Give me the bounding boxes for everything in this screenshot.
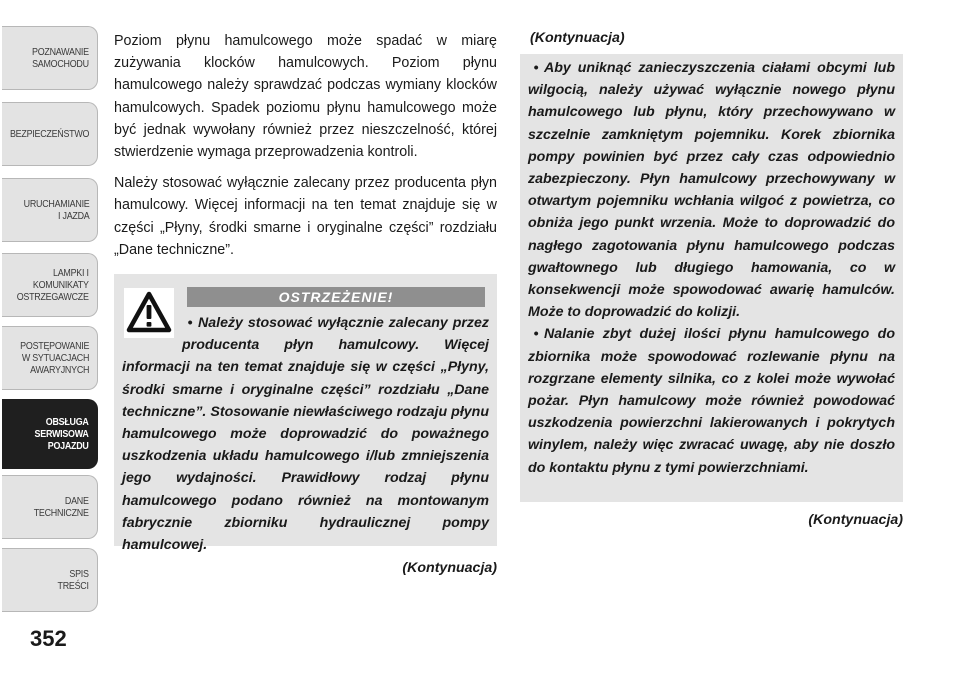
tab-obsluga-serwisowa[interactable] xyxy=(2,399,98,469)
warning-header xyxy=(187,287,485,307)
body-paragraph: Poziom płynu hamulcowego może spadać w miarę zużywania klocków hamulcowych. Poziom płynu hamulcowego należy sprawdzać podczas wymiany klocków hamulcowych. Spadek poziomu płynu hamulcowego może być jednak wywołany również przez nieszczelność, której stwierdzenie wymaga przeprowadzenia kontroli. xyxy=(114,33,497,161)
warning-bullet-item xyxy=(528,323,895,478)
tab-label: URUCHAMIANIE I JAZDA xyxy=(23,198,89,222)
tab-postepowanie-awaryjne[interactable] xyxy=(2,326,98,390)
tab-poznawanie-samochodu[interactable] xyxy=(2,26,98,90)
bullet-icon: • xyxy=(187,315,193,331)
continuation-label: (Kontynuacja) xyxy=(402,560,497,576)
warning-bullet-item xyxy=(528,57,895,323)
tab-label: POZNAWANIE SAMOCHODU xyxy=(32,46,89,70)
warning-continuation-box xyxy=(520,54,903,502)
bullet-text: Aby uniknąć zanieczyszczenia ciałami obcymi lub wilgocią, należy używać wyłącznie nowego płynu hamulcowego lub płynu, który przechowywano w szczelnie zamkniętym pojemniku. Korek zbiornika pompy powinien być przez cały czas odpowiednio zabezpieczony. Płyn hamulcowy przechowywany w otwartym pojemniku wchłania wilgoć z powietrza, co obniża jego punkt wrzenia. Może to doprowadzić do nagłego zagotowania płynu hamulcowego podczas gwałtownego lub długiego hamowania, co w konsekwencji może spowodować awarię hamulców. Może to doprowadzić do kolizji. xyxy=(528,60,895,321)
tab-bezpieczenstwo[interactable] xyxy=(2,102,98,166)
continuation-label: (Kontynuacja) xyxy=(808,512,903,528)
continuation-heading: (Kontynuacja) xyxy=(530,30,625,46)
body-paragraph: Należy stosować wyłącznie zalecany przez producenta płyn hamulcowy. Więcej informacji na ten temat znajduje się w części „Płyny, środki smarne i oryginalne części” rozdziału „Dane techniczne”. xyxy=(114,175,497,258)
tab-label: BEZPIECZEŃSTWO xyxy=(9,128,89,140)
tab-label: OBSŁUGA SERWISOWA POJAZDU xyxy=(34,416,89,452)
tab-spis-tresci[interactable] xyxy=(2,548,98,612)
warning-title: OSTRZEŻENIE! xyxy=(278,289,394,305)
warning-text xyxy=(122,312,489,556)
left-column xyxy=(114,30,497,270)
warning-box xyxy=(114,274,497,554)
page-number: 352 xyxy=(30,626,67,651)
tab-label: LAMPKI I KOMUNIKATY OSTRZEGAWCZE xyxy=(17,267,89,303)
bullet-icon: • xyxy=(533,60,539,76)
tab-label: SPIS TREŚCI xyxy=(57,568,89,592)
tab-dane-techniczne[interactable] xyxy=(2,475,98,539)
tab-lampki-i-komunikaty[interactable] xyxy=(2,253,98,317)
bullet-icon: • xyxy=(533,326,539,343)
tab-label: DANE TECHNICZNE xyxy=(34,495,89,519)
chapter-sidebar xyxy=(0,0,104,620)
tab-uruchamianie-i-jazda[interactable] xyxy=(2,178,98,242)
bullet-text: Nalanie zbyt dużej ilości płynu hamulcowego do zbiornika może spowodować rozlewanie płynu na rozgrzane elementy silnika, co z kolei może wywołać pożar. Płyn hamulcowy może również powodować uszkodzenia powierzchni lakierowanych i pokrytych winylem, należy więc zwracać uwagę, aby nie doszło do kontaktu płynu z tymi powierzchniami. xyxy=(528,326,895,476)
tab-label: POSTĘPOWANIE W SYTUACJACH AWARYJNYCH xyxy=(19,340,89,376)
warning-body: Należy stosować wyłącznie zalecany przez producenta płyn hamulcowy. Więcej informacji na ten temat znajduje się w części „Płyny, środki smarne i oryginalne części” rozdziału „Dane techniczne”. Stosowanie niewłaściwego rodzaju płynu hamulcowego może doprowadzić do poważnego uszkodzenia układu hamulcowego i/lub zmniejszenia jego wydajności. Prawidłowy rodzaj płynu hamulcowego podano również na montowanym fabrycznie zbiorniku hydraulicznej pompy hamulcowej. xyxy=(122,315,489,554)
